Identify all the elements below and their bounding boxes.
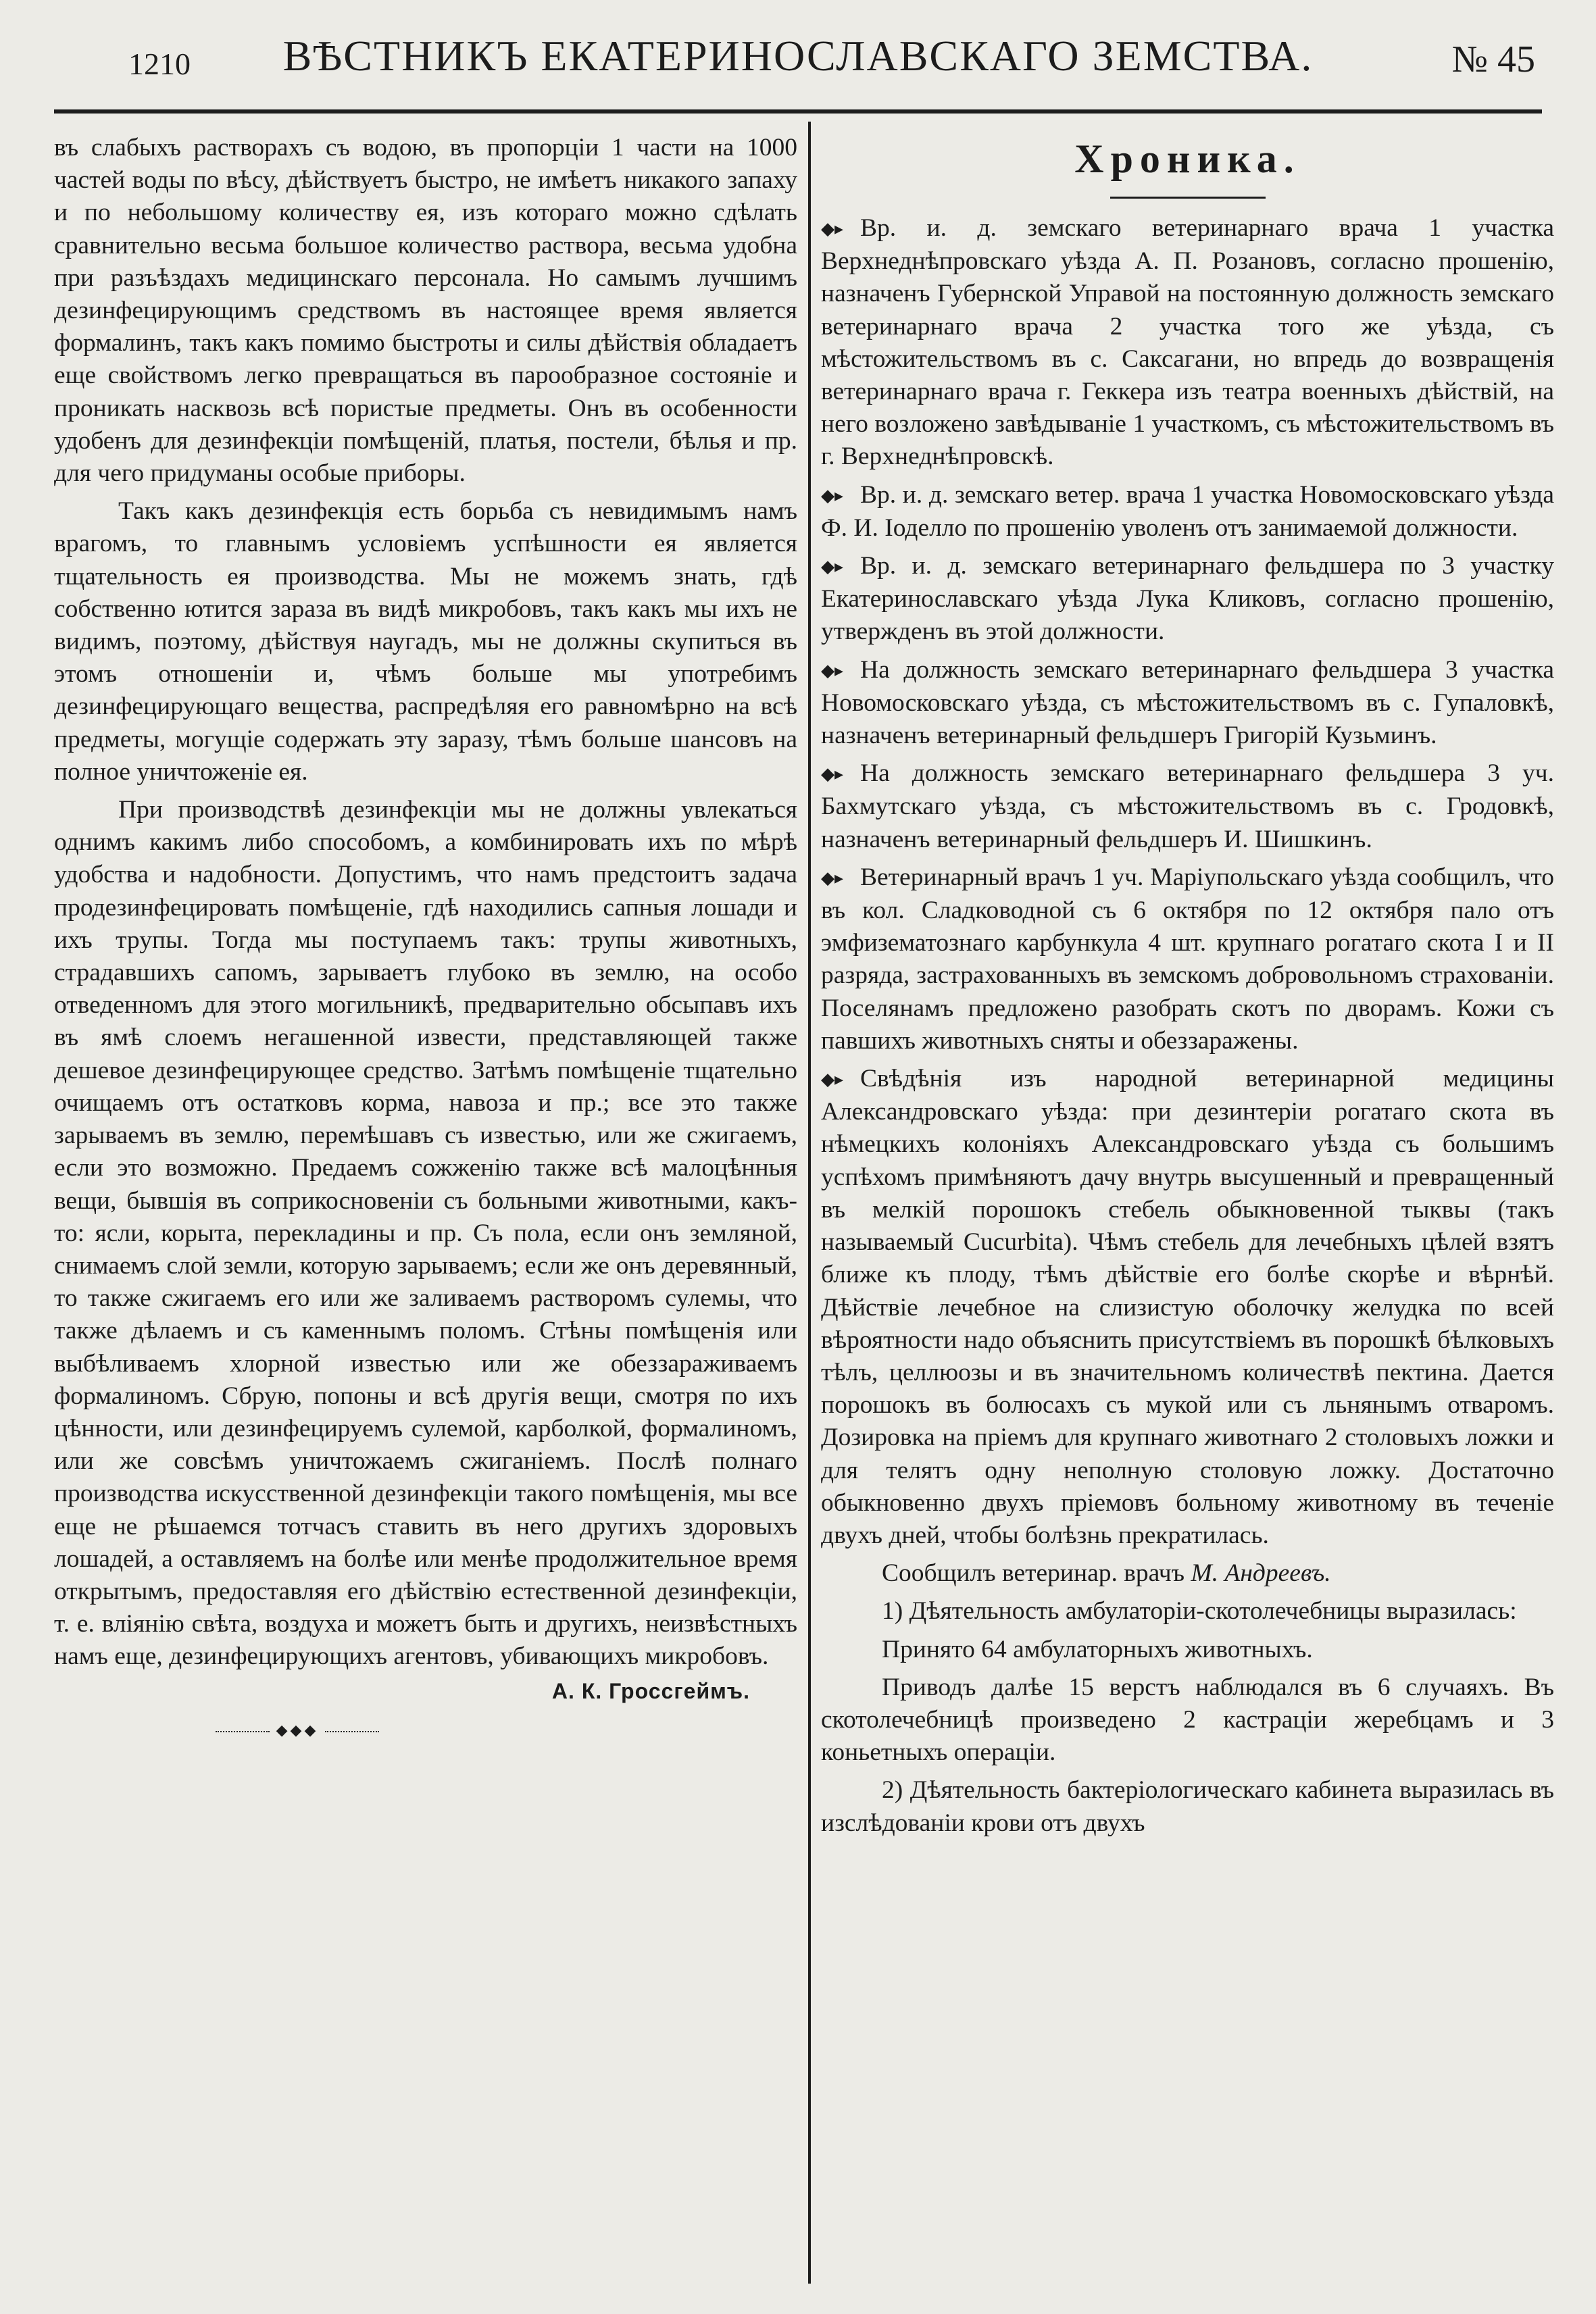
journal-title: ВѢСТНИКЪ ЕКАТЕРИНОСЛАВСКАГО ЗЕМСТВА. bbox=[282, 32, 1314, 80]
left-column bbox=[54, 132, 797, 1739]
ornament-divider bbox=[54, 1721, 797, 1739]
issue-number: № 45 bbox=[1451, 39, 1535, 80]
pointer-icon: ◆▸ bbox=[821, 485, 844, 505]
article-paragraph: Такъ какъ дезинфекція есть борьба съ невидимымъ намъ врагомъ, то главнымъ условіемъ успѣшности ея является тщательность ея производства. Мы не можемъ знать, гдѣ собственно ютится зараза въ видѣ микробовъ, такъ какъ мы ихъ не видимъ, поэтому, дѣйствуя наугадъ, мы не должны скупиться въ этомъ отношеніи и, чѣмъ больше мы употребимъ дезинфецирующаго вещества, распредѣляя его равномѣрно на всѣ предметы, могущіе содержать эту заразу, тѣмъ больше шансовъ на полное уничтоженіе ея. bbox=[54, 497, 797, 786]
report-intro-text: Сообщилъ ветеринар. врачъ bbox=[882, 1559, 1185, 1588]
ornament-line bbox=[325, 1731, 379, 1732]
article-paragraph: При производствѣ дезинфекціи мы не должны увлекаться однимъ какимъ либо способомъ, а комбинировать ихъ по мѣрѣ удобства и надобности. Допустимъ, что намъ предстоитъ задача продезинфецировать помѣщеніе, гдѣ находились сапныя лошади и ихъ трупы. Тогда мы поступаемъ такъ: трупы животныхъ, страдавшихъ сапомъ, зарываетъ глубоко въ землю, на особо отведенномъ для этого могильникѣ, предварительно обсыпавъ ихъ въ ямѣ слоемъ негашенной извести, представляющей также дешевое дезинфецирующее средство. Затѣмъ помѣщеніе тщательно очищаемъ отъ остатковъ корма, навоза и пр.; все это также зарываемъ въ землю, перемѣшавъ съ известью, или же сжигаемъ, если это возможно. Предаемъ сожженію также всѣ малоцѣнныя вещи, бывшія въ соприкосновеніи съ больными животными, какъ-то: ясли, корыта, перекладины и пр. Съ пола, если онъ земляной, снимаемъ слой земли, которую зарываемъ; если же онъ деревянный, то также сжигаемъ его или же заливаемъ растворомъ сулемы, что также дѣлаемъ и съ каменнымъ поломъ. Стѣны помѣщенія или выбѣливаемъ хлорной известью или же обеззараживаемъ формалиномъ. Сбрую, попоны и всѣ другія вещи, смотря по ихъ цѣнности, или дезинфецируемъ сулемой, карболкой, формалиномъ, или же совсѣмъ уничтожаемъ сжиганіемъ. Послѣ полнаго производства искусственной дезинфекціи такого помѣщенія, мы все еще не рѣшаемся тотчасъ ставить въ него другихъ здоровыхъ лошадей, а оставляемъ на болѣе или менѣе продолжительное время открытымъ, предоставляя его дѣйствію естественной дезинфекціи, т. е. вліянію свѣта, воздуха и можетъ быть и другихъ, неизвѣстныхъ намъ еще, дезинфецирующихъ агентовъ, убивающихъ микробовъ. bbox=[54, 796, 797, 1671]
chronicle-item bbox=[821, 654, 1554, 753]
chronicle-text: На должность земскаго ветеринарнаго фельдшера 3 уч. Бахмутскаго уѣзда, съ мѣстожительствомъ въ с. Гродовкѣ, назначенъ ветеринарный фельдшеръ И. Шишкинъ. bbox=[821, 759, 1554, 853]
report-intro bbox=[821, 1557, 1554, 1590]
chronicle-item bbox=[821, 757, 1554, 856]
chronicle-text: Вр. и. д. земскаго ветер. врача 1 участка Новомосковскаго уѣзда Ф. И. Іоделло по прошенію уволенъ отъ занимаемой должности. bbox=[821, 480, 1554, 542]
page-number: 1210 bbox=[128, 47, 191, 81]
pointer-icon: ◆▸ bbox=[821, 219, 844, 238]
chronicle-text: На должность земскаго ветеринарнаго фельдшера 3 участка Новомосковскаго уѣзда, съ мѣстожительствомъ въ с. Гупаловкѣ, назначенъ ветеринарный фельдшеръ Григорій Кузьминъ. bbox=[821, 655, 1554, 750]
chronicle-item bbox=[821, 479, 1554, 545]
pointer-icon: ◆▸ bbox=[821, 764, 844, 784]
author-signature: А. К. Гроссгеймъ. bbox=[551, 1678, 750, 1703]
pointer-icon: ◆▸ bbox=[821, 867, 844, 888]
right-column bbox=[821, 132, 1554, 1840]
chronicle-item bbox=[821, 861, 1554, 1057]
chronicle-text: Свѣдѣнія изъ народной ветеринарной медицины Александровскаго уѣзда: при дезинтеріи рогатаго скота въ нѣмецкихъ колоніяхъ Александровскаго уѣзда съ большимъ успѣхомъ примѣняютъ дачу внутрь высушенный и превращенный въ мелкій порошокъ стебель обыкновенной тыквы (такъ называемый Cucurbita). Чѣмъ стебель для лечебныхъ цѣлей взятъ ближе къ плоду, тѣмъ дѣйствіе его болѣе скорѣе и вѣрнѣй. Дѣйствіе лечебное на слизистую оболочку желудка по всей вѣроятности надо объяснить присутствіемъ въ порошкѣ бѣлковыхъ тѣлъ, целлюозы и въ значительномъ количествѣ пектина. Дается порошокъ въ болюсахъ съ мукой или съ льнянымъ отваромъ. Дозировка на пріемъ для крупнаго животнаго 2 столовыхъ ложки и для телятъ одну неполную столовую ложку. Достаточно обыкновенно двухъ пріемовъ больному животному въ теченіе двухъ дней, чтобы болѣзнь прекратилась. bbox=[821, 1065, 1554, 1549]
chronicle-text: Вр. и. д. земскаго ветеринарнаго фельдшера по 3 участку Екатеринославскаго уѣзда Лука Кликовъ, согласно прошенію, утвержденъ въ этой должности. bbox=[821, 552, 1554, 646]
report-line: 1) Дѣятельность амбулаторіи-скотолечебницы выразилась: bbox=[882, 1597, 1517, 1626]
report-author: М. Андреевъ. bbox=[1191, 1559, 1331, 1588]
ornament-diamonds: ◆◆◆ bbox=[276, 1721, 319, 1738]
report-line: Приводъ далѣе 15 верстъ наблюдался въ 6 случаяхъ. Въ скотолечебницѣ произведено 2 кастраціи жеребцамъ и 3 коньетныхъ операціи. bbox=[821, 1673, 1554, 1767]
chronicle-text: Вр. и. д. земскаго ветеринарнаго врача 1 участка Верхнеднѣпровскаго уѣзда А. П. Розановъ, согласно прошенію, назначенъ Губернской Управой на постоянную должность земскаго ветеринарнаго врача 2 участка того же уѣзда, съ мѣстожительствомъ въ с. Саксагани, но впредь до возвращенія ветеринарнаго врача г. Геккера изъ театра военныхъ дѣйствій, на него возложено завѣдываніе 1 участкомъ, съ мѣстожительствомъ въ г. Верхнеднѣпровскѣ. bbox=[821, 214, 1554, 471]
ornament-line bbox=[216, 1731, 270, 1732]
chronicle-item bbox=[821, 550, 1554, 649]
pointer-icon: ◆▸ bbox=[821, 1070, 844, 1090]
report-line: Принято 64 амбулаторныхъ животныхъ. bbox=[882, 1635, 1313, 1663]
report-line: 2) Дѣятельность бактеріологическаго кабинета выразилась въ изслѣдованіи крови отъ двухъ bbox=[821, 1776, 1554, 1837]
chronicle-text: Ветеринарный врачъ 1 уч. Маріупольскаго уѣзда сообщилъ, что въ кол. Сладководной съ 6 октября по 12 октября пало отъ эмфизематознаго карбункула 4 шт. крупнаго рогатаго скота I и II разряда, застрахованныхъ въ земскомъ добровольномъ страхованіи. Поселянамъ предложено разобрать скотъ по дворамъ. Кожи съ павшихъ животныхъ сняты и обеззаражены. bbox=[821, 863, 1554, 1055]
article-paragraph: въ слабыхъ растворахъ съ водою, въ пропорціи 1 части на 1000 частей воды по вѣсу, дѣйствуетъ быстро, не имѣетъ никакого запаху и по небольшому количеству ея, изъ котораго можно сдѣлать сравнительно весьма большое количество раствора, весьма удобна при разъѣздахъ медицинскаго персонала. Но самымъ лучшимъ дезинфецирующимъ средствомъ въ настоящее время является формалинъ, такъ какъ помимо быстроты и силы дѣйствія обладаетъ еще свойствомъ легко превращаться въ парообразное состояніе и проникать насквозь всѣ пористые предметы. Онъ въ особенности удобенъ для дезинфекціи помѣщеній, платья, постели, бѣлья и пр. для чего придуманы особые приборы. bbox=[54, 134, 797, 488]
column-divider bbox=[808, 122, 811, 2284]
section-title: Хроника. bbox=[1074, 136, 1301, 181]
pointer-icon: ◆▸ bbox=[821, 557, 844, 577]
header-rule bbox=[54, 109, 1542, 114]
chronicle-item bbox=[821, 1063, 1554, 1552]
title-rule bbox=[1110, 197, 1266, 199]
page-header bbox=[54, 27, 1542, 108]
pointer-icon: ◆▸ bbox=[821, 660, 844, 680]
chronicle-item bbox=[821, 212, 1554, 474]
